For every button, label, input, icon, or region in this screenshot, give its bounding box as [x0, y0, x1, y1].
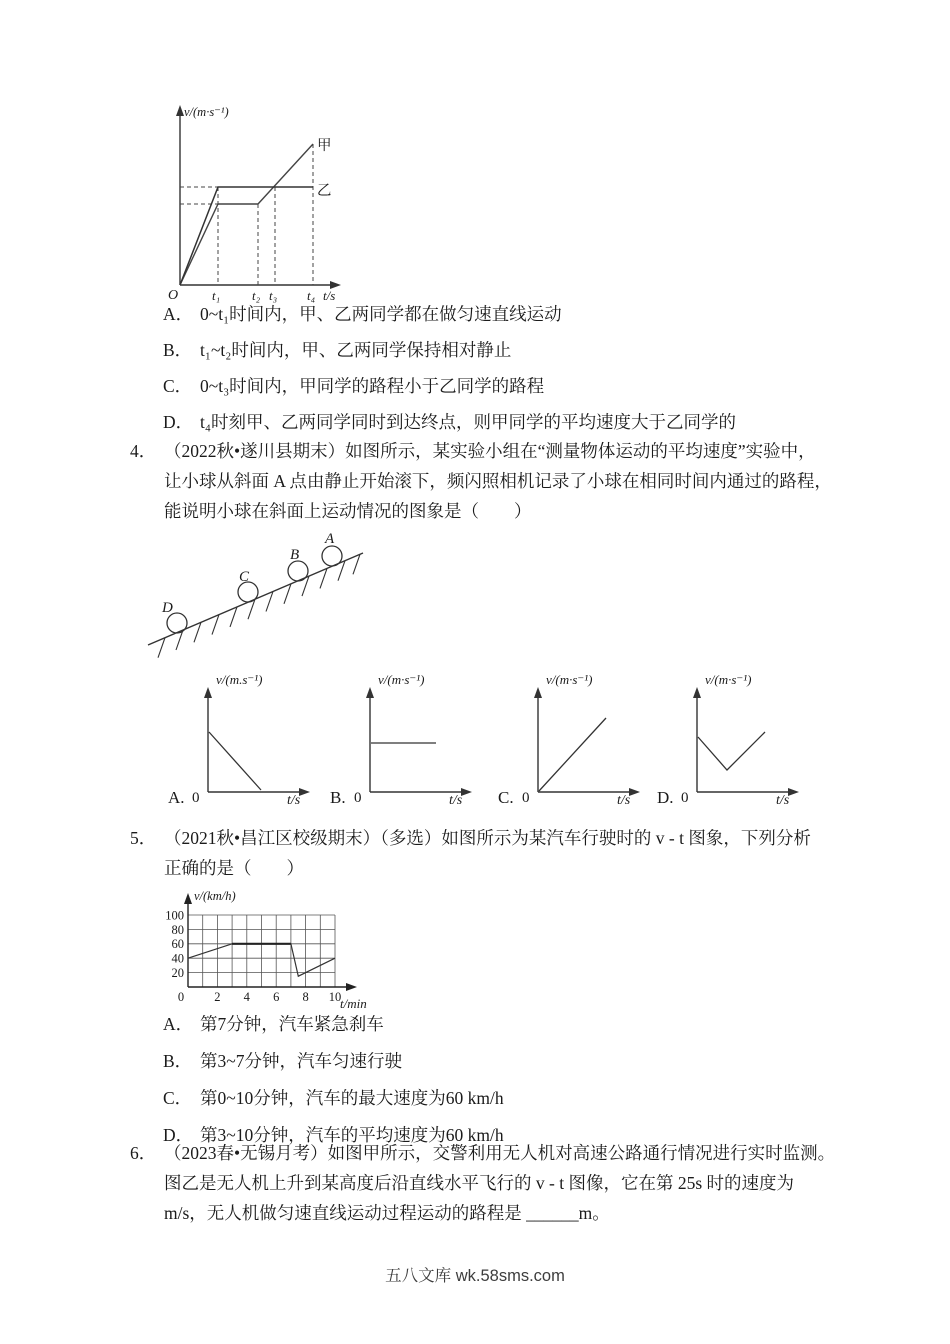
option-label: D． [163, 1125, 194, 1145]
question-line: 让小球从斜面 A 点由静止开始滚下，频闪照相机记录了小球在相同时间内通过的路程， [164, 471, 832, 491]
q4-option-graph-c [496, 670, 656, 808]
svg-text:8: 8 [302, 990, 309, 1004]
y-axis-label: v/(m·s⁻¹) [705, 672, 752, 687]
option-letter: A. [168, 788, 185, 807]
x-axis-label: t/s [449, 793, 463, 808]
option-row [163, 404, 736, 440]
series-jia-label: 甲 [317, 138, 332, 154]
tick-t1: t₁ [212, 288, 221, 303]
ball-a-label: A [325, 531, 335, 547]
q4-option-graph-b [328, 670, 488, 808]
option-text: 第3~7分钟，汽车匀速行驶 [200, 1051, 402, 1071]
tick-t2: t₂ [252, 288, 261, 303]
series-jia-line [180, 144, 313, 285]
option-label: B． [163, 340, 193, 360]
svg-text:4: 4 [243, 990, 250, 1004]
x-tick-labels [178, 990, 341, 1004]
tick-t3: t₃ [269, 288, 278, 303]
q3-velocity-time-graph [168, 100, 353, 305]
option-label: A． [163, 304, 194, 324]
question-line: 5． （2021秋•昌江区校级期末）（多选）如图所示为某汽车行驶时的 v - t 图象，下列分析 [130, 823, 910, 853]
question-number: 6． [130, 1143, 157, 1163]
q5-velocity-time-chart [152, 888, 412, 1013]
series-yi-line [180, 187, 313, 285]
y-axis-arrow-icon [176, 105, 184, 116]
data-line [698, 732, 765, 770]
option-text: 第3~10分钟，汽车的平均速度为60 km/h [200, 1125, 504, 1145]
ball-d-label: D [162, 600, 173, 616]
option-text: t₁~t₂时间内，甲、乙两同学保持相对静止 [200, 340, 512, 360]
svg-text:100: 100 [165, 908, 184, 923]
data-line [539, 718, 606, 791]
x-axis-arrow-icon [629, 788, 640, 796]
x-axis-label: t/min [340, 996, 367, 1011]
ball-b-label: B [290, 547, 300, 563]
y-tick-labels [165, 908, 184, 980]
svg-text:6: 6 [273, 990, 280, 1004]
y-axis-arrow-icon [184, 893, 192, 904]
x-axis-arrow-icon [788, 788, 799, 796]
option-row [163, 296, 736, 332]
option-text: 0~t₁时间内，甲、乙两同学都在做匀速直线运动 [200, 304, 562, 324]
question-line: m/s，无人机做匀速直线运动过程运动的路程是 ______m。 [164, 1203, 610, 1223]
y-axis-arrow-icon [693, 687, 701, 698]
question-line: 正确的是（ ） [164, 858, 304, 878]
x-axis-label: t/s [776, 793, 790, 808]
option-text: 0~t₃时间内，甲同学的路程小于乙同学的路程 [200, 376, 545, 396]
y-axis-label: v/(m·s⁻¹) [184, 105, 229, 119]
origin-label: 0 [681, 790, 689, 806]
y-axis-label: v/(m.s⁻¹) [216, 672, 263, 687]
x-axis-label: t/s [287, 793, 301, 808]
svg-text:10: 10 [328, 990, 342, 1004]
ball-c-label: C [239, 569, 250, 585]
q6-stem [130, 1138, 920, 1228]
q3-options [163, 296, 736, 440]
x-axis-arrow-icon [461, 788, 472, 796]
svg-text:60: 60 [171, 937, 184, 952]
ball-a [322, 546, 342, 566]
svg-text:80: 80 [171, 922, 184, 937]
ball-d [167, 613, 187, 633]
option-letter: C. [498, 788, 514, 807]
q5-options [163, 1006, 504, 1154]
option-label: D． [163, 412, 194, 432]
q4-option-graph-d [655, 670, 815, 808]
svg-text:20: 20 [171, 966, 184, 980]
svg-text:0: 0 [177, 990, 185, 1004]
option-label: C． [163, 1088, 193, 1108]
option-row [163, 1043, 504, 1080]
y-axis-label: v/(km/h) [194, 889, 236, 903]
series-yi-label: 乙 [317, 183, 332, 199]
y-axis-label: v/(m·s⁻¹) [378, 672, 425, 687]
y-axis-arrow-icon [534, 687, 542, 698]
tick-t4: t₄ [307, 288, 316, 303]
site-footer: 五八文库 wk.58sms.com [385, 1267, 565, 1285]
option-row [163, 368, 736, 404]
q5-stem [130, 823, 910, 883]
ball-c [238, 582, 258, 602]
origin-label: O [168, 288, 179, 303]
y-axis-label: v/(m·s⁻¹) [546, 672, 593, 687]
x-axis-label: t/s [323, 288, 336, 303]
x-axis-label: t/s [617, 793, 631, 808]
data-line [209, 732, 261, 790]
q4-stem [130, 436, 910, 526]
question-number: 5． [130, 828, 157, 848]
incline-hatching [158, 554, 360, 657]
origin-label: 0 [192, 790, 200, 806]
x-axis-arrow-icon [299, 788, 310, 796]
option-row [163, 1080, 504, 1117]
option-letter: B. [330, 788, 346, 807]
origin-label: 0 [354, 790, 362, 806]
question-line: 6． （2023春•无锡月考）如图甲所示，交警利用无人机对高速公路通行情况进行实时监测。 [130, 1138, 920, 1168]
question-line: 4． （2022秋•遂川县期末）如图所示，某实验小组在“测量物体运动的平均速度”实验中， [130, 436, 910, 466]
ball-b [288, 561, 308, 581]
option-letter: D. [657, 788, 674, 807]
option-row [163, 1006, 504, 1043]
question-line: 图乙是无人机上升到某高度后沿直线水平飞行的 v - t 图像，它在第 25s 时的速度为 [164, 1173, 794, 1193]
option-label: B． [163, 1051, 193, 1071]
x-axis-arrow-icon [346, 983, 357, 991]
option-label: A． [163, 1014, 194, 1034]
origin-label: 0 [522, 790, 530, 806]
question-line: 能说明小球在斜面上运动情况的图象是（ ） [164, 501, 532, 521]
svg-text:40: 40 [171, 951, 184, 966]
option-text: t₄时刻甲、乙两同学同时到达终点，则甲同学的平均速度大于乙同学的 [200, 412, 736, 432]
q4-option-graph-a [166, 670, 326, 808]
y-axis-arrow-icon [204, 687, 212, 698]
option-row [163, 332, 736, 368]
q4-incline-diagram [145, 531, 380, 661]
question-number: 4． [130, 441, 157, 461]
option-text: 第7分钟，汽车紧急刹车 [200, 1014, 384, 1034]
option-text: 第0~10分钟，汽车的最大速度为60 km/h [200, 1088, 504, 1108]
option-label: C． [163, 376, 193, 396]
y-axis-arrow-icon [366, 687, 374, 698]
svg-text:2: 2 [214, 990, 221, 1004]
